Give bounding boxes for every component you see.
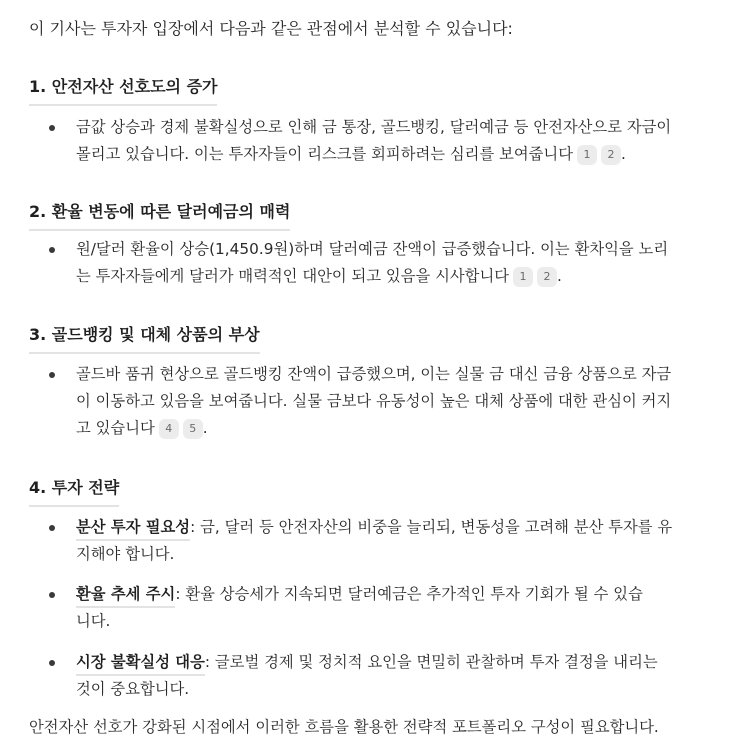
list-item <box>76 361 728 442</box>
list-item-strong-label: 시장 불확실성 대응 <box>76 653 205 676</box>
list-item-line: 지해야 합니다. <box>76 545 175 563</box>
list-item-line-text: 고 있습니다 <box>76 419 155 437</box>
list-item <box>76 114 728 168</box>
section-heading-1 <box>29 76 217 106</box>
citation-badge[interactable]: 1 <box>577 145 597 165</box>
list-item-line <box>76 415 728 442</box>
list-item-line: 골드바 품귀 현상으로 골드뱅킹 잔액이 급증했으며, 이는 실물 금 대신 금융 상품으로 자금 <box>76 365 672 383</box>
section-heading-2 <box>29 201 290 231</box>
list-item <box>76 649 728 703</box>
list-item-end-punct: . <box>202 419 208 437</box>
section-heading-4 <box>29 477 119 507</box>
section-heading-4-text: 4. 투자 전략 <box>29 477 119 507</box>
list-item-line: 이 이동하고 있음을 보여줍니다. 실물 금보다 유동성이 높은 대체 상품에 대한 관심이 커지 <box>76 392 672 410</box>
list-item-strong-label: 분산 투자 필요성 <box>76 518 190 541</box>
list-item-line-text: 는 투자자들에게 달러가 매력적인 대안이 되고 있음을 시사합니다 <box>76 267 510 285</box>
citation-badge[interactable]: 2 <box>601 145 621 165</box>
list-item-line: 니다. <box>76 612 111 630</box>
bullet-icon <box>49 592 60 598</box>
list-item-end-punct: . <box>557 267 562 285</box>
bullet-icon <box>49 125 60 131</box>
list-item <box>76 236 728 290</box>
list-item-line-text: 몰리고 있습니다. 이는 투자자들이 리스크를 회피하려는 심리를 보여줍니다 <box>76 145 573 163</box>
list-item-strong-label: 환율 추세 주시 <box>76 585 175 608</box>
section-heading-3 <box>29 324 260 354</box>
bullet-icon <box>49 247 60 253</box>
list-item-line <box>76 581 728 608</box>
list-item-line <box>76 141 728 168</box>
bullet-icon <box>49 372 60 378</box>
section-heading-2-text: 2. 환율 변동에 따른 달러예금의 매력 <box>29 201 290 231</box>
list-item <box>76 514 728 568</box>
list-item-line: 것이 중요합니다. <box>76 680 190 698</box>
citation-badge[interactable]: 2 <box>537 267 557 287</box>
list-item-line-text: : 환율 상승세가 지속되면 달러예금은 추가적인 투자 기회가 될 수 있습 <box>175 585 643 603</box>
section-heading-1-text: 1. 안전자산 선호도의 증가 <box>29 76 217 106</box>
list-item-line <box>76 263 728 290</box>
list-item-line <box>76 514 728 541</box>
list-item-line-text: : 글로벌 경제 및 정치적 요인을 면밀히 관찰하며 투자 결정을 내리는 <box>204 653 658 671</box>
citation-badge[interactable]: 5 <box>183 419 203 439</box>
list-item-line <box>76 649 728 676</box>
bullet-icon <box>49 660 60 666</box>
bullet-icon <box>49 525 60 531</box>
citation-badge[interactable]: 1 <box>513 267 533 287</box>
intro-text: 이 기사는 투자자 입장에서 다음과 같은 관점에서 분석할 수 있습니다: <box>29 19 513 38</box>
list-item-line: 원/달러 환율이 상승(1,450.9원)하며 달러예금 잔액이 급증했습니다. 이는 환차익을 노리 <box>76 240 669 258</box>
list-item-end-punct: . <box>620 145 626 163</box>
section-heading-3-text: 3. 골드뱅킹 및 대체 상품의 부상 <box>29 324 260 354</box>
citation-badge[interactable]: 4 <box>159 419 179 439</box>
list-item-line: 금값 상승과 경제 불확실성으로 인해 금 통장, 골드뱅킹, 달러예금 등 안전자산으로 자금이 <box>76 118 672 136</box>
list-item <box>76 581 728 635</box>
conclusion-text: 안전자산 선호가 강화된 시점에서 이러한 흐름을 활용한 전략적 포트폴리오 구성이 필요합니다. <box>29 718 659 736</box>
list-item-line-text: : 금, 달러 등 안전자산의 비중을 늘리되, 변동성을 고려해 분산 투자를 유 <box>190 518 673 536</box>
